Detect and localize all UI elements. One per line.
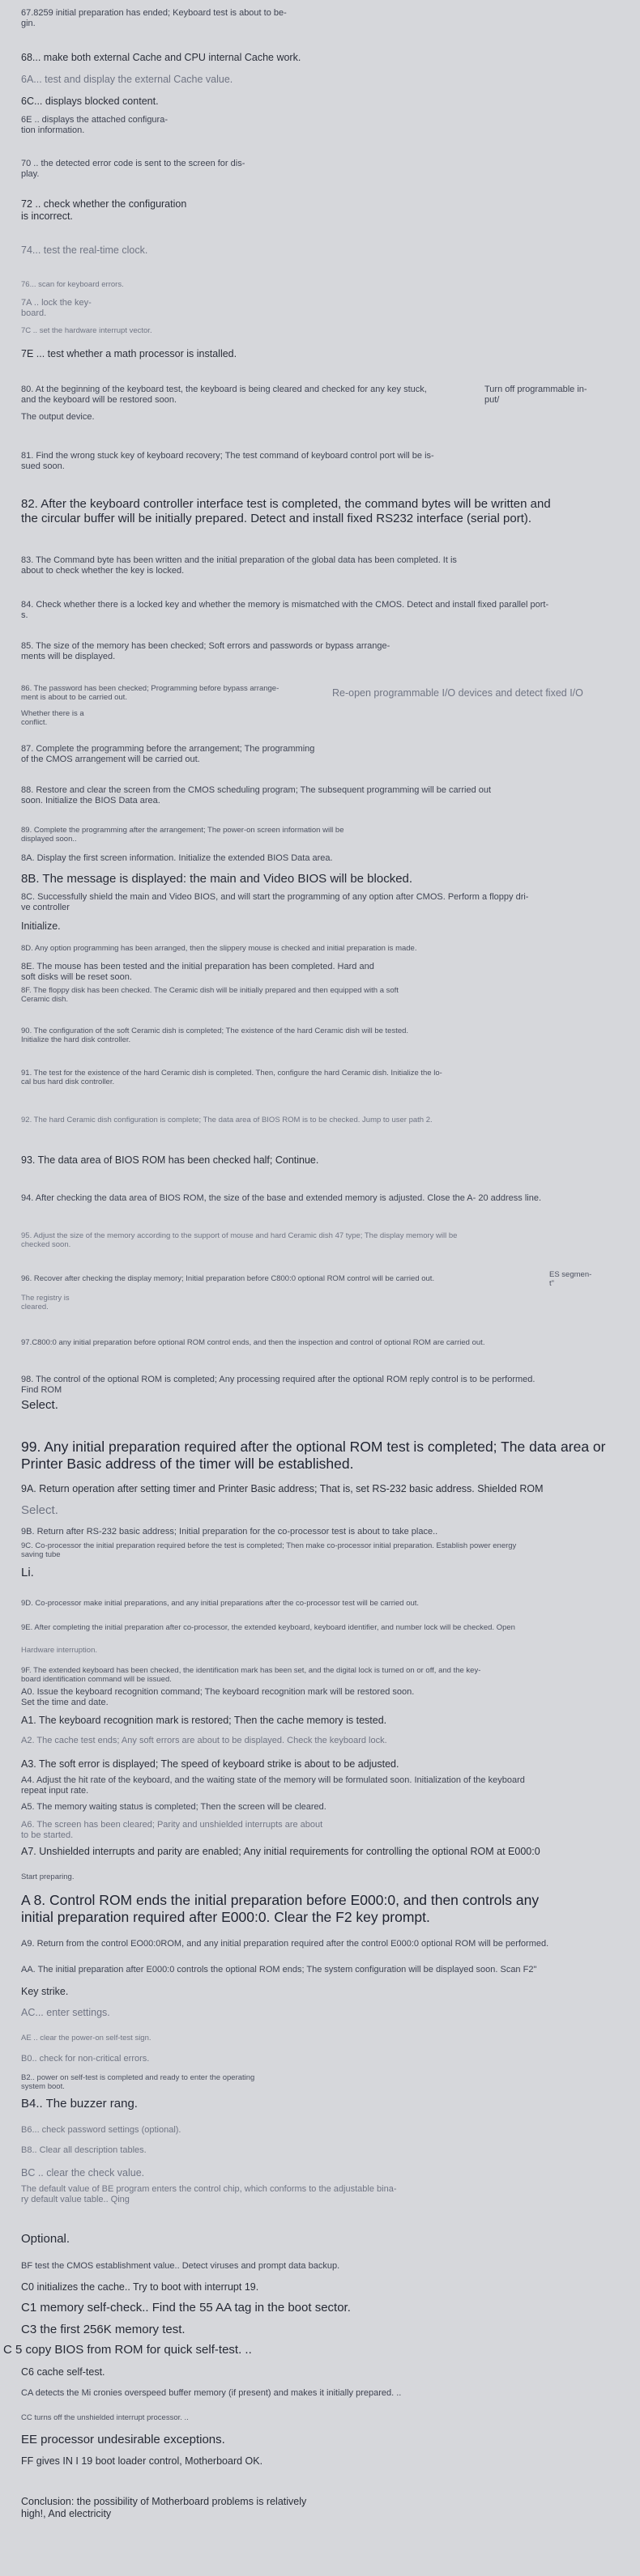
text-line: AE .. clear the power-on self-test sign. bbox=[21, 2034, 151, 2043]
text-line: 67.8259 initial preparation has ended; Keyboard test is about to be- gin. bbox=[21, 8, 287, 29]
text-line: 9A. Return operation after setting timer and Printer Basic address; That is, set RS-232 basic address. Shielded ROM bbox=[21, 1483, 544, 1494]
text-line: 8E. The mouse has been tested and the initial preparation has been completed. Hard and soft disks will be reset soon. bbox=[21, 962, 374, 983]
text-line: 6E .. displays the attached configura- tion information. bbox=[21, 115, 168, 136]
text-line: C1 memory self-check.. Find the 55 AA tag in the boot sector. bbox=[21, 2301, 351, 2315]
text-line: BC .. clear the check value. bbox=[21, 2167, 145, 2179]
text-line: Start preparing. bbox=[21, 1872, 75, 1881]
text-line: 83. The Command byte has been written and the initial preparation of the global data has been completed. It is about to check whether the key is locked. bbox=[21, 555, 457, 576]
text-line: Select. bbox=[21, 1398, 58, 1412]
text-line: 9B. Return after RS-232 basic address; Initial preparation for the co-processor test is about to take place.. bbox=[21, 1527, 438, 1537]
text-line: 89. Complete the programming after the arrangement; The power-on screen information will be displayed soon.. bbox=[21, 826, 344, 844]
text-line: 8D. Any option programming has been arranged, then the slippery mouse is checked and initial preparation is made. bbox=[21, 944, 417, 953]
text-line: 84. Check whether there is a locked key and whether the memory is mismatched with the CMOS. Detect and install fixed parallel port- s. bbox=[21, 600, 549, 621]
text-line: A5. The memory waiting status is completed; Then the screen will be cleared. bbox=[21, 1802, 326, 1812]
text-line: 85. The size of the memory has been checked; Soft errors and passwords or bypass arrange- ments will be displayed. bbox=[21, 641, 390, 662]
text-line: 93. The data area of BIOS ROM has been checked half; Continue. bbox=[21, 1154, 319, 1166]
text-line: A 8. Control ROM ends the initial preparation before E000:0, and then controls any initial preparation required after E000:0. Clear the F2 key prompt. bbox=[21, 1892, 540, 1925]
text-line: 6A... test and display the external Cache value. bbox=[21, 74, 233, 85]
text-line: The output device. bbox=[21, 412, 95, 422]
text-line: Whether there is a conflict. bbox=[21, 709, 84, 728]
text-line: 99. Any initial preparation required after the optional ROM test is completed; The data area or Printer Basic address of the timer will be established. bbox=[21, 1439, 606, 1472]
text-line: 80. At the beginning of the keyboard test, the keyboard is being cleared and checked for any key stuck, and the keyboard will be restored soon. bbox=[21, 385, 427, 406]
text-line: The registry is cleared. bbox=[21, 1294, 70, 1312]
text-line: Conclusion: the possibility of Motherboard problems is relatively high!, And electricity bbox=[21, 2496, 307, 2519]
text-line: 82. After the keyboard controller interface test is completed, the command bytes will be written and the circular buffer will be initially prepared. Detect and install fixed RS232 interface (serial port). bbox=[21, 497, 551, 525]
text-line: 8F. The floppy disk has been checked. The Ceramic dish will be initially prepared and then equipped with a soft Ceramic dish. bbox=[21, 986, 399, 1005]
text-line: 86. The password has been checked; Programming before bypass arrange- ment is about to be carried out. bbox=[21, 684, 279, 703]
text-line: 88. Restore and clear the screen from the CMOS scheduling program; The subsequent programming will be carried out soon. Initialize the BIOS Data area. bbox=[21, 785, 492, 806]
text-line: 87. Complete the programming before the arrangement; The programming of the CMOS arrangement will be carried out. bbox=[21, 744, 315, 765]
text-line: 72 .. check whether the configuration is incorrect. bbox=[21, 198, 187, 222]
text-line: AC... enter settings. bbox=[21, 2007, 110, 2018]
text-line: 6C... displays blocked content. bbox=[21, 96, 159, 107]
text-line: A0. Issue the keyboard recognition command; The keyboard recognition mark will be restored soon. Set the time and date. bbox=[21, 1687, 415, 1708]
text-line: Li. bbox=[21, 1566, 34, 1579]
text-line: Optional. bbox=[21, 2232, 70, 2246]
text-line: 95. Adjust the size of the memory according to the support of mouse and hard Ceramic dish 47 type; The display memory will be checked soon. bbox=[21, 1231, 458, 1250]
text-line: 7C .. set the hardware interrupt vector. bbox=[21, 326, 152, 335]
text-line: C 5 copy BIOS from ROM for quick self-test. .. bbox=[3, 2343, 252, 2357]
text-line: A6. The screen has been cleared; Parity and unshielded interrupts are about to be started. bbox=[21, 1820, 323, 1841]
text-line: B8.. Clear all description tables. bbox=[21, 2145, 147, 2155]
text-line: A7. Unshielded interrupts and parity are enabled; Any initial requirements for controlling the optional ROM at E000:0 bbox=[21, 1846, 540, 1857]
text-line: The default value of BE program enters the control chip, which conforms to the adjustable bina- ry default value table.. Qing bbox=[21, 2184, 397, 2205]
text-line: CA detects the Mi cronies overspeed buffer memory (if present) and makes it initially prepared. .. bbox=[21, 2388, 402, 2398]
text-line: 8A. Display the first screen information. Initialize the extended BIOS Data area. bbox=[21, 853, 333, 863]
text-line: 98. The control of the optional ROM is completed; Any processing required after the optional ROM reply control is to be performed. Find ROM bbox=[21, 1375, 535, 1396]
text-line: 92. The hard Ceramic dish configuration is complete; The data area of BIOS ROM is to be checked. Jump to user path 2. bbox=[21, 1116, 433, 1124]
text-line: 7A .. lock the key- board. bbox=[21, 298, 92, 319]
text-line: B4.. The buzzer rang. bbox=[21, 2097, 138, 2111]
text-line: 81. Find the wrong stuck key of keyboard recovery; The test command of keyboard control port will be is- sued soon. bbox=[21, 451, 434, 472]
text-line: FF gives IN I 19 boot loader control, Motherboard OK. bbox=[21, 2455, 263, 2467]
text-line: 9C. Co-processor the initial preparation required before the test is completed; Then make co-processor initial preparation. Establish power energy saving tube bbox=[21, 1541, 517, 1560]
text-line: 8B. The message is displayed: the main and Video BIOS will be blocked. bbox=[21, 872, 413, 886]
text-line: C6 cache self-test. bbox=[21, 2366, 105, 2378]
text-line: 76... scan for keyboard errors. bbox=[21, 280, 124, 289]
text-line: Hardware interruption. bbox=[21, 1646, 97, 1655]
text-line: Turn off programmable in- put/ bbox=[484, 385, 587, 406]
text-line: Initialize. bbox=[21, 920, 61, 932]
text-line: B6... check password settings (optional). bbox=[21, 2125, 181, 2135]
text-line: Key strike. bbox=[21, 1986, 69, 1997]
text-line: 7E ... test whether a math processor is installed. bbox=[21, 348, 237, 359]
text-line: 74... test the real-time clock. bbox=[21, 244, 148, 256]
text-line: 96. Recover after checking the display memory; Initial preparation before C800:0 optional ROM control will be carried out. bbox=[21, 1274, 435, 1283]
text-line: 9F. The extended keyboard has been checked, the identification mark has been set, and the digital lock is turned on or off, and the key- board identification command will be issued. bbox=[21, 1666, 481, 1685]
text-line: A3. The soft error is displayed; The speed of keyboard strike is about to be adjusted. bbox=[21, 1758, 399, 1770]
text-line: 91. The test for the existence of the hard Ceramic dish is completed. Then, configure the hard Ceramic dish. Initialize the lo- cal bus hard disk controller. bbox=[21, 1069, 442, 1087]
text-line: 94. After checking the data area of BIOS ROM, the size of the base and extended memory is adjusted. Close the A- 20 address line. bbox=[21, 1193, 542, 1203]
text-line: ES segmen- t" bbox=[549, 1270, 592, 1289]
text-line: 9D. Co-processor make initial preparations, and any initial preparations after the co-processor test will be carried out. bbox=[21, 1599, 420, 1608]
text-line: BF test the CMOS establishment value.. Detect viruses and prompt data backup. bbox=[21, 2261, 340, 2271]
text-line: 70 .. the detected error code is sent to the screen for dis- play. bbox=[21, 159, 245, 180]
text-line: 97.C800:0 any initial preparation before optional ROM control ends, and then the inspection and control of optional ROM are carried out. bbox=[21, 1338, 485, 1347]
text-line: Select. bbox=[21, 1503, 58, 1517]
text-line: B2.. power on self-test is completed and ready to enter the operating system boot. bbox=[21, 2073, 255, 2092]
text-line: A4. Adjust the hit rate of the keyboard, and the waiting state of the memory will be formulated soon. Initialization of the keyboard repeat input rate. bbox=[21, 1775, 525, 1796]
text-line: C0 initializes the cache.. Try to boot with interrupt 19. bbox=[21, 2281, 259, 2293]
text-line: 8C. Successfully shield the main and Video BIOS, and will start the programming of any option after CMOS. Perform a floppy dri- ve controller bbox=[21, 892, 529, 913]
text-line: AA. The initial preparation after E000:0 controls the optional ROM ends; The system configuration will be displayed soon. Scan F2" bbox=[21, 1965, 537, 1975]
text-line: B0.. check for non-critical errors. bbox=[21, 2054, 150, 2064]
text-line: A9. Return from the control EO00:0ROM, and any initial preparation required after the control E000:0 optional ROM will be performed. bbox=[21, 1939, 549, 1949]
text-line: Re-open programmable I/O devices and detect fixed I/O bbox=[332, 687, 583, 699]
text-line: 68... make both external Cache and CPU internal Cache work. bbox=[21, 52, 301, 63]
text-line: 90. The configuration of the soft Ceramic dish is completed; The existence of the hard Ceramic dish will be tested. Initialize the hard disk controller. bbox=[21, 1027, 409, 1045]
text-line: C3 the first 256K memory test. bbox=[21, 2323, 186, 2336]
text-line: A2. The cache test ends; Any soft errors are about to be displayed. Check the keyboard lock. bbox=[21, 1736, 387, 1745]
text-line: 9E. After completing the initial preparation after co-processor, the extended keyboard, keyboard identifier, and number lock will be checked. Open bbox=[21, 1623, 515, 1632]
text-line: A1. The keyboard recognition mark is restored; Then the cache memory is tested. bbox=[21, 1715, 387, 1726]
text-line: EE processor undesirable exceptions. bbox=[21, 2433, 225, 2446]
text-line: CC turns off the unshielded interrupt processor. .. bbox=[21, 2413, 189, 2422]
